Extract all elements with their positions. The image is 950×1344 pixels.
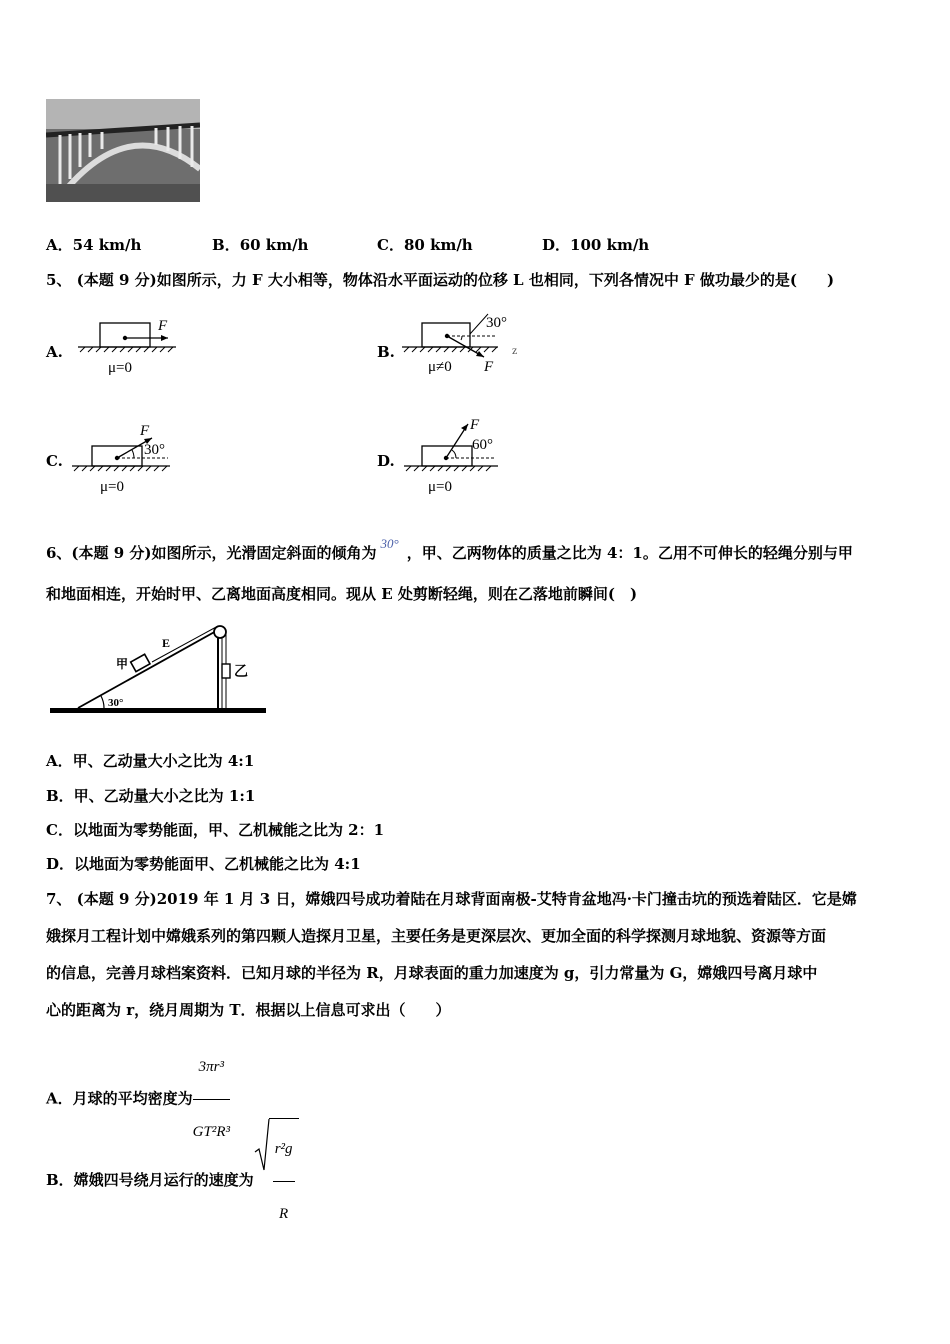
- q7-stem-line1: 7、 (本题 9 分)2019 年 1 月 3 日，嫦娥四号成功着陆在月球背面南极-艾特肯盆地冯·卡门撞击坑的预选着陆区．它是嫦: [46, 890, 857, 908]
- q7-stem-line3: 的信息，完善月球档案资料．已知月球的半径为 R，月球表面的重力加速度为 g，引力常量为 G，嫦娥四号离月球中: [46, 964, 818, 982]
- q4-option-b: B．60 km/h: [212, 236, 309, 254]
- q5-figure-c: [70, 418, 185, 500]
- q4-option-c: C．80 km/h: [377, 236, 473, 254]
- block-yi-label: 乙: [234, 665, 248, 680]
- q7-stem-line4: 心的距离为 r，绕月周期为 T．根据以上信息可求出（ ）: [46, 1001, 451, 1019]
- force-label: F: [470, 417, 480, 433]
- mu-label: μ=0: [428, 479, 453, 495]
- density-formula: $\frac{\text{3πr³}}{\text{GT²R³}}$: [193, 1037, 230, 1162]
- point-e-label: E: [162, 636, 171, 650]
- q6-incline-figure: [46, 620, 276, 724]
- q6-stem-line2: 和地面相连，开始时甲、乙离地面高度相同。现从 E 处剪断轻绳，则在乙落地前瞬间( ): [46, 585, 638, 603]
- angle-label: 60°: [472, 437, 493, 453]
- mu-label: μ=0: [100, 479, 125, 495]
- force-label: F: [140, 423, 150, 439]
- q5-figure-b: [400, 308, 525, 380]
- q4-option-d: D．100 km/h: [542, 236, 650, 254]
- q5-figure-a: [76, 312, 186, 380]
- angle-label: 30°: [486, 315, 507, 331]
- q5-figure-d: [402, 412, 512, 500]
- q6-angle-image: 30°: [380, 536, 399, 551]
- bridge-photo: [46, 99, 200, 202]
- q6-option-d: D．以地面为零势能面甲、乙机械能之比为 4:1: [46, 855, 361, 873]
- q6-option-c: C．以地面为零势能面，甲、乙机械能之比为 2：1: [46, 821, 385, 839]
- q4-option-a: A．54 km/h: [46, 236, 142, 254]
- force-label: F: [158, 318, 168, 334]
- mu-label: μ=0: [108, 360, 133, 376]
- q6-option-a: A．甲、乙动量大小之比为 4:1: [46, 752, 255, 770]
- svg-text:z: z: [512, 343, 518, 357]
- mu-label: μ≠0: [428, 359, 452, 375]
- q6-option-b: B．甲、乙动量大小之比为 1:1: [46, 787, 256, 805]
- block-jia-label: 甲: [116, 657, 129, 671]
- q7-option-a: A．月球的平均密度为 $\frac{\text{3πr³}}{\text{GT²R³}}$: [46, 1037, 230, 1162]
- q6-stem-line1: 6、(本题 9 分)如图所示，光滑固定斜面的倾角为30°，甲、乙两物体的质量之比为 4：1。乙用不可伸长的轻绳分别与甲: [46, 536, 853, 562]
- q5-label-d: D.: [377, 452, 395, 470]
- q7-option-b: B．嫦娥四号绕月运行的速度为 $\frac{\text{r²g}}{R}$: [46, 1118, 299, 1244]
- q7-stem-line2: 娥探月工程计划中嫦娥系列的第四颗人造探月卫星，主要任务是更深层次、更加全面的科学探测月球地貌、资源等方面: [46, 927, 827, 945]
- velocity-formula: $\frac{\text{r²g}}{R}$: [254, 1118, 299, 1244]
- q5-label-b: B.: [377, 343, 395, 361]
- q5-label-a: A.: [46, 343, 63, 361]
- q5-label-c: C.: [46, 452, 63, 470]
- angle-label: 30°: [144, 442, 165, 458]
- sqrt-sign: [254, 1118, 270, 1172]
- q5-stem: 5、 (本题 9 分)如图所示，力 F 大小相等，物体沿水平面运动的位移 L 也相同，下列各情况中 F 做功最少的是( ): [46, 271, 835, 289]
- incline-angle: 30°: [108, 697, 124, 709]
- force-label: F: [484, 359, 494, 375]
